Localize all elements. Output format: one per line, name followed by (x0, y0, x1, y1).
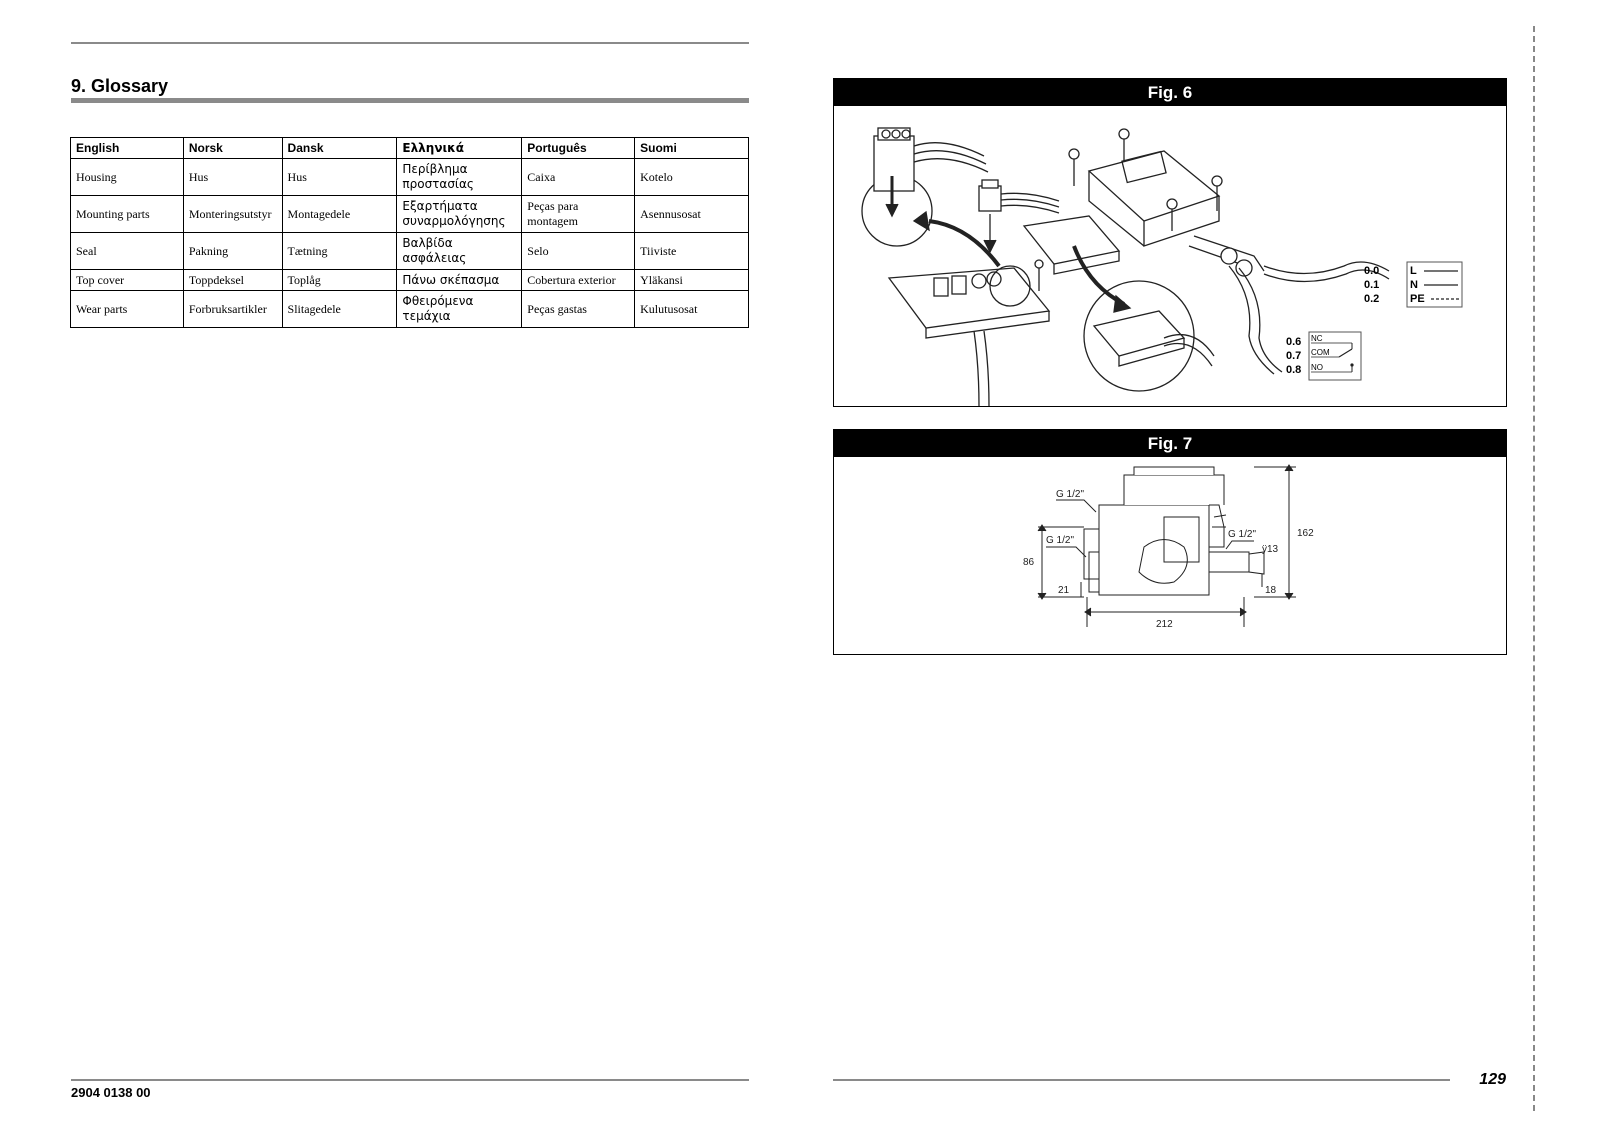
relay-terminal-block (1286, 332, 1361, 380)
cell: Caixa (522, 159, 635, 196)
cell: Slitagedele (282, 291, 397, 328)
figure-6-title: Fig. 6 (834, 79, 1506, 106)
dim-label: G 1/2" (1046, 535, 1075, 546)
cut-line (1533, 26, 1535, 1111)
col-header: Norsk (183, 138, 282, 159)
cell: Περίβλημα προστασίας (397, 159, 522, 196)
cell: Πάνω σκέπασμα (397, 270, 522, 291)
cell: Wear parts (71, 291, 184, 328)
cell: Kulutusosat (635, 291, 749, 328)
terminal-number: 0.2 (1364, 293, 1380, 305)
figure-7 (833, 429, 1507, 655)
title-underline (71, 98, 749, 103)
terminal-number: 0.7 (1286, 350, 1302, 362)
table-row (71, 159, 749, 196)
table-row (71, 291, 749, 328)
dim-label: 86 (1023, 557, 1035, 568)
cell: Φθειρόμενα τεμάχια (397, 291, 522, 328)
col-header: Dansk (282, 138, 397, 159)
dim-label: G 1/2" (1056, 489, 1085, 500)
dim-label: 18 (1265, 585, 1277, 596)
terminal-number: 0.1 (1364, 279, 1380, 291)
cell: Hus (282, 159, 397, 196)
cell: Tætning (282, 233, 397, 270)
cell: Pakning (183, 233, 282, 270)
dim-label: G 1/2" (1228, 529, 1257, 540)
col-header: Suomi (635, 138, 749, 159)
dim-label: ÿ13 (1262, 544, 1279, 555)
terminal-label: N (1410, 279, 1418, 291)
terminal-number: 0.6 (1286, 336, 1302, 348)
wiring-illustration (834, 106, 1506, 406)
table-header-row (71, 138, 749, 159)
terminal-label: NC (1311, 334, 1323, 343)
glossary-table (70, 137, 749, 328)
dim-label: 162 (1297, 528, 1314, 539)
cell: Toplåg (282, 270, 397, 291)
cell: Εξαρτήματα συναρμολόγησης (397, 196, 522, 233)
power-terminal-block (1364, 262, 1462, 307)
dimension-drawing (834, 457, 1506, 654)
col-header: English (71, 138, 184, 159)
section-title: 9. Glossary (71, 76, 169, 96)
cell: Selo (522, 233, 635, 270)
zoom-circle-right (1084, 281, 1194, 391)
cell: Peças gastas (522, 291, 635, 328)
terminal-module (1024, 216, 1119, 264)
terminal-label: NO (1311, 363, 1323, 372)
cell: Montagedele (282, 196, 397, 233)
cell: Cobertura exterior (522, 270, 635, 291)
cell: Forbruksartikler (183, 291, 282, 328)
drain-unit (1089, 151, 1219, 221)
cell: Asennusosat (635, 196, 749, 233)
cell: Βαλβίδα ασφάλειας (397, 233, 522, 270)
cell: Mounting parts (71, 196, 184, 233)
table-row (71, 270, 749, 291)
cell: Hus (183, 159, 282, 196)
terminal-label: PE (1410, 293, 1425, 305)
cell: Top cover (71, 270, 184, 291)
col-header: Ελληνικά (397, 138, 522, 159)
footer-rule-left (71, 1079, 749, 1081)
cell: Yläkansi (635, 270, 749, 291)
document-number: 2904 0138 00 (71, 1085, 151, 1100)
table-row (71, 196, 749, 233)
header-rule-left (71, 42, 749, 44)
cell: Kotelo (635, 159, 749, 196)
cell: Seal (71, 233, 184, 270)
figure-6 (833, 78, 1507, 407)
dim-label: 21 (1058, 585, 1070, 596)
terminal-number: 0.8 (1286, 364, 1302, 376)
figure-7-title: Fig. 7 (834, 430, 1506, 457)
cell: Tiiviste (635, 233, 749, 270)
footer-rule-right (833, 1079, 1450, 1081)
cell: Toppdeksel (183, 270, 282, 291)
cell: Peças para montagem (522, 196, 635, 233)
terminal-label: COM (1311, 348, 1330, 357)
pcb-housing (889, 268, 1049, 328)
cell: Housing (71, 159, 184, 196)
terminal-label: L (1410, 265, 1417, 277)
table-row (71, 233, 749, 270)
dim-label: 212 (1156, 619, 1173, 630)
col-header: Português (522, 138, 635, 159)
terminal-number: 0.0 (1364, 265, 1380, 277)
cell: Monteringsutstyr (183, 196, 282, 233)
page-number: 129 (1479, 1071, 1506, 1088)
